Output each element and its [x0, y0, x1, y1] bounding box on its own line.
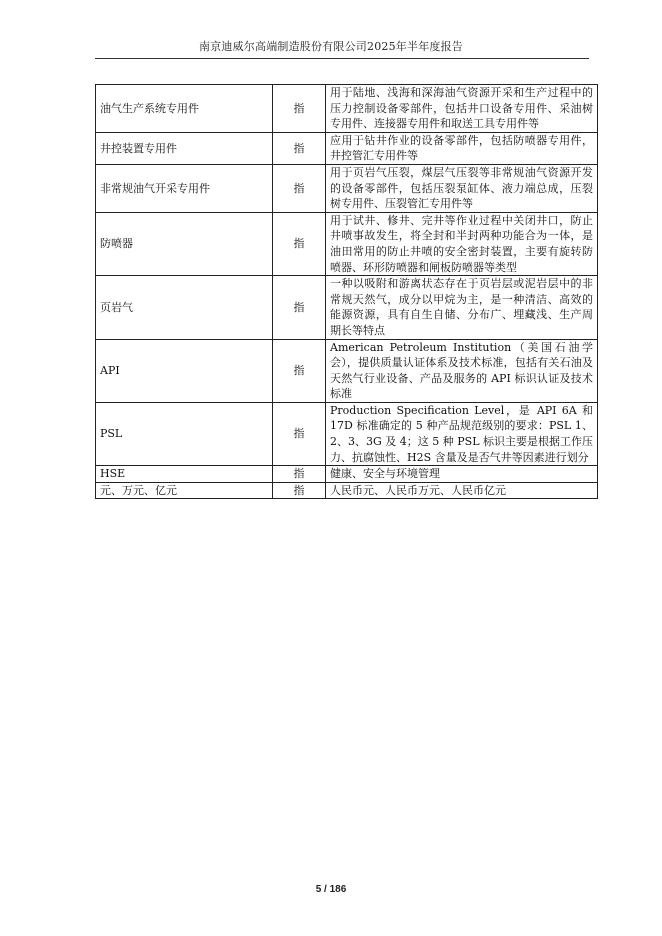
term-cell: 页岩气 — [96, 276, 273, 339]
definition-cell: 健康、安全与环境管理 — [326, 466, 598, 483]
table-row — [96, 402, 598, 465]
separator-cell: 指 — [273, 132, 326, 164]
table-row — [96, 164, 598, 212]
separator-cell: 指 — [273, 212, 326, 275]
term-cell: 井控装置专用件 — [96, 132, 273, 164]
table-row — [96, 482, 598, 499]
definitions-table — [95, 84, 598, 499]
table-row — [96, 339, 598, 402]
term-cell: API — [96, 339, 273, 402]
table-row — [96, 212, 598, 275]
definition-cell: 用于陆地、浅海和深海油气资源开采和生产过程中的压力控制设备零部件，包括井口设备专用件、采油树专用件、连接器专用件和取送工具专用件等 — [326, 85, 598, 133]
definition-cell: 用于页岩气压裂，煤层气压裂等非常规油气资源开发的设备零部件，包括压裂泵缸体、液力端总成，压裂树专用件、压裂管汇专用件等 — [326, 164, 598, 212]
term-cell: 防喷器 — [96, 212, 273, 275]
separator-cell: 指 — [273, 85, 326, 133]
definition-cell: 用于试井、修井、完井等作业过程中关闭井口，防止井喷事故发生，将全封和半封两种功能合为一体，是油田常用的防止井喷的安全密封装置，主要有旋转防喷器、环形防喷器和闸板防喷器等类型 — [326, 212, 598, 275]
table-row — [96, 276, 598, 339]
table-row — [96, 466, 598, 483]
separator-cell: 指 — [273, 466, 326, 483]
table-row — [96, 85, 598, 133]
separator-cell: 指 — [273, 276, 326, 339]
separator-cell: 指 — [273, 482, 326, 499]
header-divider — [95, 58, 589, 59]
table-row — [96, 132, 598, 164]
definition-cell: 一种以吸附和游离状态存在于页岩层或泥岩层中的非常规天然气，成分以甲烷为主，是一种清洁、高效的能源资源，具有自生自储、分布广、埋藏浅、生产周期长等特点 — [326, 276, 598, 339]
term-cell: 元、万元、亿元 — [96, 482, 273, 499]
definition-cell: 应用于钻井作业的设备零部件，包括防喷器专用件，井控管汇专用件等 — [326, 132, 598, 164]
term-cell: 油气生产系统专用件 — [96, 85, 273, 133]
term-cell: HSE — [96, 466, 273, 483]
definition-cell: American Petroleum Institution（美国石油学会），提供质量认证体系及技术标准，包括有关石油及天然气行业设备、产品及服务的 API 标识认证及技术标准 — [326, 339, 598, 402]
separator-cell: 指 — [273, 164, 326, 212]
term-cell: 非常规油气开采专用件 — [96, 164, 273, 212]
separator-cell: 指 — [273, 402, 326, 465]
page-header-title: 南京迪威尔高端制造股份有限公司2025年半年度报告 — [199, 40, 463, 53]
separator-cell: 指 — [273, 339, 326, 402]
definition-cell: 人民币元、人民币万元、人民币亿元 — [326, 482, 598, 499]
page-number: 5 / 186 — [315, 884, 347, 895]
definition-cell: Production Specification Level，是 API 6A 和 17D 标准确定的 5 种产品规范级别的要求：PSL 1、2、3、3G 及 4；这 5 种 PSL 标识主要是根据工作压力、抗腐蚀性、H2S 含量及是否气井等因素进行划分 — [326, 402, 598, 465]
term-cell: PSL — [96, 402, 273, 465]
